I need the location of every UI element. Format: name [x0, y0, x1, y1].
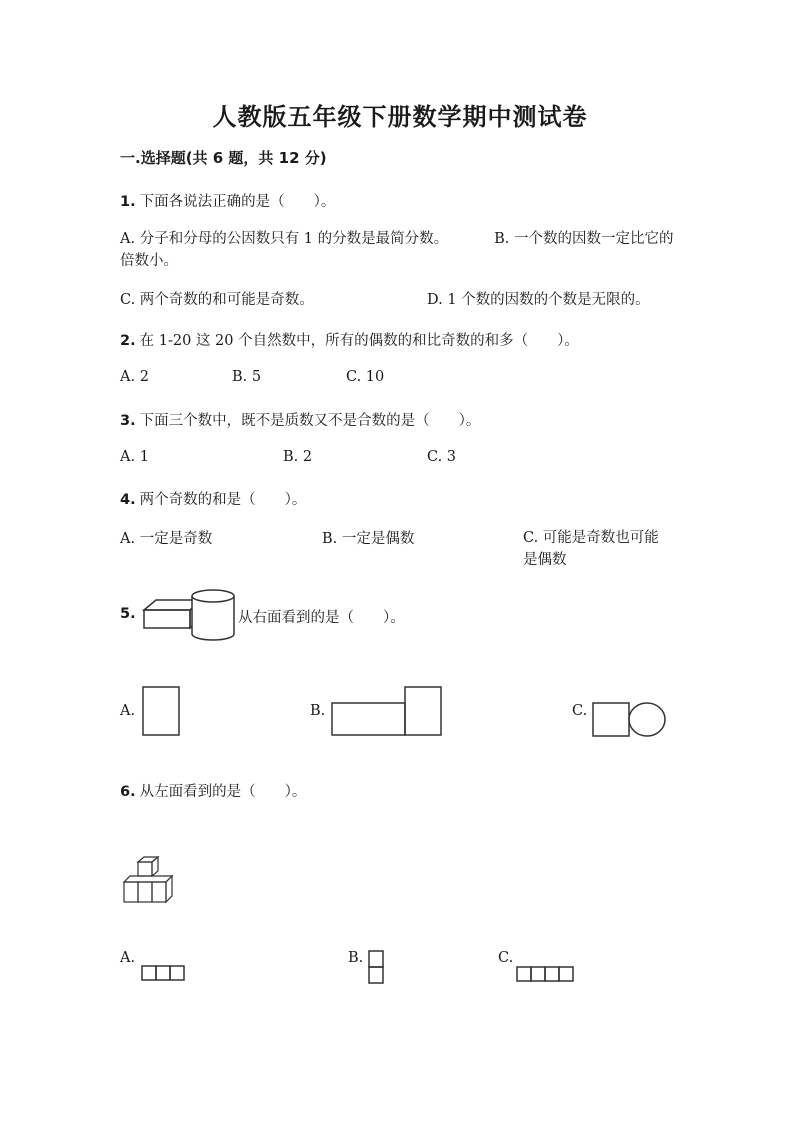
cube-stack-icon — [122, 856, 178, 906]
option-c[interactable]: C. — [498, 950, 514, 966]
option-b-figure-icon — [331, 686, 443, 736]
option-b[interactable]: B. 一个数的因数一定比它的倍数小。 — [120, 231, 674, 269]
option-a-figure-icon — [141, 965, 185, 981]
question-number: 2. — [120, 333, 136, 349]
option-c[interactable]: C. 两个奇数的和可能是奇数。 — [120, 292, 314, 308]
question-text: 两个奇数的和是（ ）。 — [139, 492, 307, 508]
question-number: 4. — [120, 492, 136, 508]
option-b[interactable]: B. 一定是偶数 — [322, 531, 415, 547]
option-b[interactable]: B. 2 — [283, 449, 313, 465]
question-number: 3. — [120, 413, 136, 429]
question-1-options-ab — [120, 228, 680, 272]
option-b[interactable]: B. — [310, 703, 326, 719]
question-3 — [120, 409, 480, 430]
page-title: 人教版五年级下册数学期中测试卷 — [212, 103, 588, 131]
option-c[interactable]: C. 10 — [346, 369, 385, 385]
solid-figure-icon — [140, 588, 240, 643]
question-text: 从左面看到的是（ ）。 — [139, 784, 307, 800]
option-b-figure-icon — [368, 950, 384, 984]
option-a[interactable]: A. — [120, 703, 136, 719]
option-c[interactable]: C. — [572, 703, 588, 719]
option-a[interactable]: A. 分子和分母的公因数只有 1 的分数是最简分数。 — [120, 231, 449, 247]
option-c[interactable]: C. 3 — [427, 449, 457, 465]
question-4 — [120, 488, 306, 509]
section-heading: 一.选择题(共 6 题，共 12 分) — [120, 149, 327, 167]
option-c-figure-icon — [592, 702, 668, 738]
option-b[interactable]: B. — [348, 950, 364, 966]
option-a[interactable]: A. 一定是奇数 — [120, 531, 213, 547]
question-number: 6. — [120, 784, 136, 800]
question-6 — [120, 780, 306, 801]
question-text: 下面三个数中，既不是质数又不是合数的是（ ）。 — [139, 413, 481, 429]
question-5-text: 从右面看到的是（ ）。 — [238, 610, 405, 626]
option-b[interactable]: B. 5 — [232, 369, 262, 385]
option-c-figure-icon — [516, 966, 574, 982]
option-a-figure-icon — [142, 686, 180, 736]
option-c[interactable]: C. 可能是奇数也可能是偶数 — [523, 530, 659, 568]
option-a[interactable]: A. 2 — [120, 369, 149, 385]
question-text: 下面各说法正确的是（ ）。 — [139, 194, 336, 210]
question-number: 1. — [120, 194, 136, 210]
question-number: 5. — [120, 606, 136, 622]
question-1 — [120, 190, 335, 211]
option-a[interactable]: A. 1 — [120, 449, 149, 465]
question-5-number — [120, 606, 140, 622]
option-d[interactable]: D. 1 个数的因数的个数是无限的。 — [427, 292, 650, 308]
question-2 — [120, 329, 579, 350]
option-a[interactable]: A. — [120, 950, 136, 966]
question-text: 在 1-20 这 20 个自然数中，所有的偶数的和比奇数的和多（ ）。 — [139, 333, 579, 349]
